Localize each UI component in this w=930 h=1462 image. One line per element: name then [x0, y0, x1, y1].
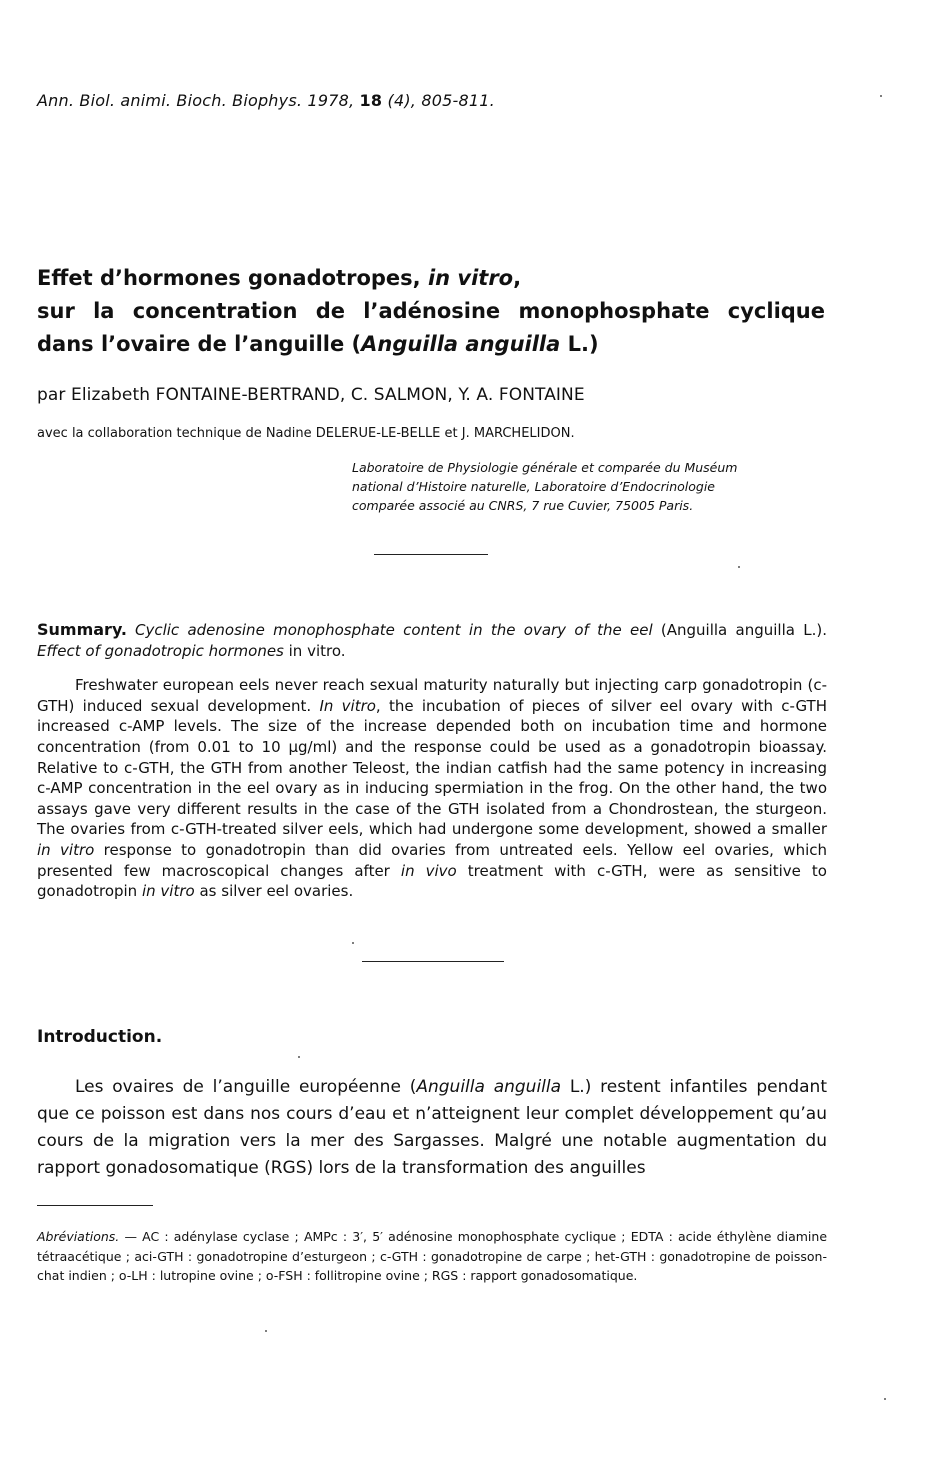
- title-line-3: [37, 328, 837, 361]
- journal-name: Ann. Biol. animi. Bioch. Biophys.: [37, 91, 303, 110]
- introduction-heading: Introduction.: [37, 1027, 163, 1047]
- affiliation-line: Laboratoire de Physiologie générale et comparée du Muséum: [352, 460, 738, 475]
- separator-rule: [374, 554, 488, 555]
- scan-speck: [352, 942, 354, 944]
- scan-speck: [265, 1330, 267, 1332]
- introduction-paragraph: [37, 1074, 827, 1182]
- scan-speck: [738, 566, 740, 568]
- summary-text: treatment with c-GTH, were as sensitive to gonadotropin: [37, 861, 827, 901]
- title-line-1: [37, 262, 837, 295]
- title-italic: in vitro: [427, 266, 514, 290]
- separator-rule: [362, 961, 504, 962]
- collaboration: avec la collaboration technique de Nadine DELERUE-LE-BELLE et J. MARCHELIDON.: [37, 426, 575, 441]
- footnote-label: Abréviations. —: [37, 1229, 137, 1244]
- summary-header: [37, 620, 827, 661]
- journal-volume: 18: [359, 91, 383, 110]
- summary-text: as silver eel ovaries.: [199, 882, 354, 901]
- affiliation-line: comparée associé au CNRS, 7 rue Cuvier, 75005 Paris.: [352, 498, 694, 513]
- summary-text: , the incubation of pieces of silver eel ovary with c-GTH increased c-AMP levels. The size of the increase depended both on incubation time and hormone concentration (from 0.01 to 10 µg/ml) and the response could be used as a gonadotropin bioassay. Relative to c-GTH, the GTH from another Teleost, the indian catfish had the same potency in increasing c-AMP concentration in the eel ovary as in inducing spermiation in the frog. On the other hand, the two assays gave very different results in the case of the GTH isolated from a Chondrostean, the sturgeon. The ovaries from c-GTH-treated silver eels, which had undergone some development, showed a smaller: [37, 696, 827, 839]
- title-text: L.): [560, 332, 599, 356]
- summary-italic: in vivo: [400, 861, 457, 880]
- title-text: Effet d’hormones gonadotropes,: [37, 266, 428, 290]
- summary-body: [37, 675, 827, 902]
- title-species: Anguilla anguilla: [361, 332, 561, 356]
- authors: par Elizabeth FONTAINE-BERTRAND, C. SALMON, Y. A. FONTAINE: [37, 385, 585, 405]
- intro-text: Les ovaires de l’anguille européenne (: [75, 1077, 417, 1097]
- scan-speck: [884, 1398, 886, 1400]
- scan-speck: [298, 1056, 300, 1058]
- article-title: [37, 262, 837, 361]
- footnote-rule: [37, 1205, 153, 1206]
- summary-subtitle: in vitro.: [283, 641, 346, 660]
- scan-speck: [880, 95, 882, 97]
- summary-subtitle: Effect of gonadotropic hormones: [37, 641, 284, 660]
- affiliation: [352, 458, 812, 515]
- summary-section: [37, 620, 827, 902]
- summary-italic: in vitro: [37, 840, 95, 859]
- title-text: ,: [513, 266, 522, 290]
- summary-heading: Summary.: [37, 620, 127, 639]
- footnote-text: AC : adénylase cyclase ; AMPc : 3′, 5′ adénosine monophosphate cyclique ; EDTA : acide éthylène diamine tétraacétique ; aci-GTH : gonadotropine d’esturgeon ; c-GTH : gonadotropine de carpe ; het-GTH : gonadotropine de poisson-chat indien ; o-LH : lutropine ovine ; o-FSH : follitropine ovine ; RGS : rapport gonadosomatique.: [37, 1229, 828, 1283]
- journal-year: 1978,: [307, 91, 355, 110]
- summary-text: Freshwater european eels never reach sexual maturity naturally but injecting carp gonadotropin (c-GTH) induced sexual development.: [37, 676, 827, 715]
- intro-species: Anguilla anguilla: [416, 1077, 562, 1097]
- summary-subtitle: Cyclic adenosine monophosphate content in the ovary of the eel: [134, 621, 653, 639]
- journal-issue-pages: (4), 805-811.: [387, 91, 495, 110]
- intro-text: L.) restent infantiles pendant que ce poisson est dans nos cours d’eau et n’atteignent leur complet développement qu’au cours de la migration vers la mer des Sargasses. Malgré une notable augmentation du rapport gonadosomatique (RGS) lors de la transformation des anguilles: [37, 1077, 827, 1178]
- affiliation-line: national d’Histoire naturelle, Laboratoire d’Endocrinologie: [352, 479, 715, 494]
- summary-italic: in vitro: [141, 882, 195, 901]
- title-text: dans l’ovaire de l’anguille (: [37, 332, 362, 356]
- journal-citation: [37, 91, 495, 110]
- footnote: [37, 1227, 827, 1286]
- summary-subtitle: (Anguilla anguilla L.).: [652, 621, 827, 639]
- title-line-2: sur la concentration de l’adénosine monophosphate cyclique: [37, 299, 825, 323]
- summary-text: response to gonadotropin than did ovaries from untreated eels. Yellow eel ovaries, which presented few macroscopical changes after: [37, 840, 827, 880]
- summary-italic: In vitro: [319, 696, 376, 715]
